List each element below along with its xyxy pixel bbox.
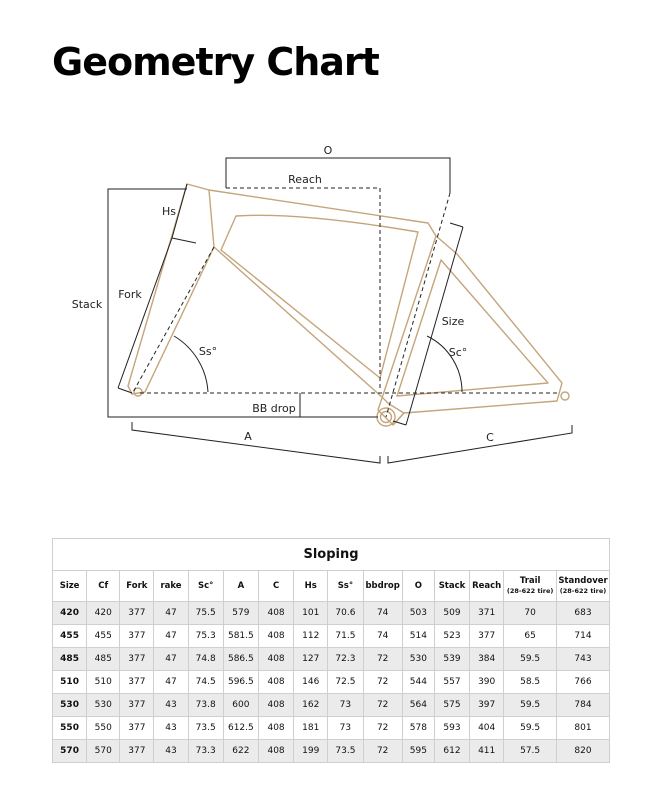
table-cell: 600 (223, 694, 258, 717)
table-cell: 72.3 (328, 648, 363, 671)
table-row (53, 625, 610, 648)
table-cell: 59.5 (504, 648, 557, 671)
bike-frame (128, 184, 569, 426)
table-cell: 74 (363, 625, 402, 648)
standover-header-sub: (28-622 tire) (559, 587, 607, 595)
table-cell: 743 (557, 648, 610, 671)
header-cell: Reach (470, 571, 504, 602)
table-cell: 73.5 (188, 717, 223, 740)
table-cell: 586.5 (223, 648, 258, 671)
table-cell: 578 (402, 717, 434, 740)
a-dimension-line (132, 422, 380, 463)
standover-header-main: Standover (558, 576, 608, 586)
table-cell: 557 (434, 671, 469, 694)
table-cell: 544 (402, 671, 434, 694)
table-cell: 575 (434, 694, 469, 717)
table-cell: 514 (402, 625, 434, 648)
label-size: Size (441, 315, 465, 328)
table-cell: 612 (434, 740, 469, 763)
label-ss: Ss° (198, 345, 218, 358)
table-cell: 72.5 (328, 671, 363, 694)
table-cell: 420 (87, 602, 120, 625)
table-cell: 510 (87, 671, 120, 694)
table-cell: 72 (363, 694, 402, 717)
top-tube-inner (221, 215, 418, 378)
table-cell: 397 (470, 694, 504, 717)
table-cell: 65 (504, 625, 557, 648)
table-cell: 683 (557, 602, 610, 625)
table-cell: 612.5 (223, 717, 258, 740)
table-cell: 503 (402, 602, 434, 625)
sc-angle-arc (427, 336, 462, 392)
table-cell: 801 (557, 717, 610, 740)
table-body (53, 602, 610, 763)
table-cell: 408 (258, 602, 293, 625)
table-cell: 523 (434, 625, 469, 648)
table-cell: 408 (258, 648, 293, 671)
header-cell: Sc° (188, 571, 223, 602)
table-cell: 377 (120, 625, 154, 648)
table-row (53, 602, 610, 625)
size-tick-top (450, 223, 463, 227)
table-cell: 199 (294, 740, 328, 763)
table-cell: 408 (258, 625, 293, 648)
table-cell: 581.5 (223, 625, 258, 648)
table-cell: 820 (557, 740, 610, 763)
table-cell: 73 (328, 717, 363, 740)
table-cell: 408 (258, 694, 293, 717)
table-cell: 766 (557, 671, 610, 694)
table-cell: 73.3 (188, 740, 223, 763)
table-row (53, 740, 610, 763)
table-cell: 59.5 (504, 694, 557, 717)
table-row (53, 717, 610, 740)
header-cell: A (223, 571, 258, 602)
table-cell: 550 (87, 717, 120, 740)
header-cell: Hs (294, 571, 328, 602)
label-hs: Hs (161, 205, 177, 218)
table-cell: 408 (258, 740, 293, 763)
table-cell: 72 (363, 717, 402, 740)
table-cell: 377 (120, 648, 154, 671)
table-cell: 377 (120, 740, 154, 763)
table-cell: 377 (120, 671, 154, 694)
table-cell: 377 (120, 694, 154, 717)
table-cell: 181 (294, 717, 328, 740)
header-cell: Ss° (328, 571, 363, 602)
table-cell: 43 (154, 740, 188, 763)
fork-line (118, 238, 172, 388)
table-cell: 595 (402, 740, 434, 763)
table-cell: 72 (363, 671, 402, 694)
header-cell: C (258, 571, 293, 602)
header-cell-trail (504, 571, 557, 602)
table-cell: 714 (557, 625, 610, 648)
label-sc: Sc° (448, 346, 468, 359)
table-cell: 411 (470, 740, 504, 763)
table-row (53, 648, 610, 671)
table-cell: 75.5 (188, 602, 223, 625)
table-cell: 59.5 (504, 717, 557, 740)
table-cell: 509 (434, 602, 469, 625)
table-cell: 127 (294, 648, 328, 671)
size-cell: 530 (53, 694, 87, 717)
table-cell: 58.5 (504, 671, 557, 694)
table-cell: 101 (294, 602, 328, 625)
table-cell: 47 (154, 625, 188, 648)
table-cell: 112 (294, 625, 328, 648)
table-header-row (53, 571, 610, 602)
table-cell: 384 (470, 648, 504, 671)
trail-header-main: Trail (519, 576, 541, 586)
header-cell-standover (557, 571, 610, 602)
table-cell: 74 (363, 602, 402, 625)
table-cell: 43 (154, 717, 188, 740)
table-cell: 70 (504, 602, 557, 625)
table-cell: 596.5 (223, 671, 258, 694)
table-cell: 57.5 (504, 740, 557, 763)
table-cell: 377 (120, 717, 154, 740)
size-cell: 485 (53, 648, 87, 671)
table-cell: 377 (120, 602, 154, 625)
rear-triangle-inner (397, 260, 548, 396)
table-cell: 146 (294, 671, 328, 694)
table-cell: 47 (154, 602, 188, 625)
table-cell: 74.5 (188, 671, 223, 694)
table-cell: 784 (557, 694, 610, 717)
front-triangle-outline (209, 190, 436, 425)
table-cell: 71.5 (328, 625, 363, 648)
table-cell: 404 (470, 717, 504, 740)
label-reach: Reach (288, 173, 322, 186)
size-cell: 510 (53, 671, 87, 694)
header-cell: Cf (87, 571, 120, 602)
table-cell: 72 (363, 740, 402, 763)
size-cell: 455 (53, 625, 87, 648)
table-cell: 408 (258, 717, 293, 740)
table-cell: 74.8 (188, 648, 223, 671)
header-cell: Fork (120, 571, 154, 602)
label-c: C (486, 431, 494, 444)
rear-axle (561, 392, 569, 400)
label-bb-drop: BB drop (252, 402, 296, 415)
table-cell: 390 (470, 671, 504, 694)
table-row (53, 694, 610, 717)
table-cell: 530 (87, 694, 120, 717)
label-o: O (323, 144, 333, 157)
steerer-axis (132, 247, 214, 394)
header-cell: bbdrop (363, 571, 402, 602)
table-cell: 579 (223, 602, 258, 625)
table-cell: 455 (87, 625, 120, 648)
hs-tick (172, 238, 196, 243)
c-dimension-line (388, 425, 572, 463)
table-cell: 564 (402, 694, 434, 717)
table-cell: 593 (434, 717, 469, 740)
page-title: Geometry Chart (52, 40, 379, 84)
table-row (53, 671, 610, 694)
header-cell: Stack (434, 571, 469, 602)
label-a: A (244, 430, 252, 443)
header-cell: rake (154, 571, 188, 602)
table-cell: 73 (328, 694, 363, 717)
size-cell: 420 (53, 602, 87, 625)
table-cell: 73.5 (328, 740, 363, 763)
label-fork: Fork (118, 288, 142, 301)
table-cell: 47 (154, 648, 188, 671)
table-cell: 570 (87, 740, 120, 763)
table-cell: 73.8 (188, 694, 223, 717)
table-cell: 371 (470, 602, 504, 625)
table-caption: Sloping (53, 539, 610, 571)
table-cell: 47 (154, 671, 188, 694)
table-cell: 377 (470, 625, 504, 648)
table-cell: 162 (294, 694, 328, 717)
header-cell: Size (53, 571, 87, 602)
table-cell: 75.3 (188, 625, 223, 648)
table-cell: 43 (154, 694, 188, 717)
label-stack: Stack (71, 298, 103, 311)
table-cell: 408 (258, 671, 293, 694)
geometry-table (52, 538, 610, 763)
table-cell: 70.6 (328, 602, 363, 625)
size-cell: 570 (53, 740, 87, 763)
header-cell: O (402, 571, 434, 602)
table-cell: 539 (434, 648, 469, 671)
size-cell: 550 (53, 717, 87, 740)
table-cell: 530 (402, 648, 434, 671)
table-cell: 72 (363, 648, 402, 671)
table-cell: 485 (87, 648, 120, 671)
trail-header-sub: (28-622 tire) (506, 587, 554, 595)
table-cell: 622 (223, 740, 258, 763)
